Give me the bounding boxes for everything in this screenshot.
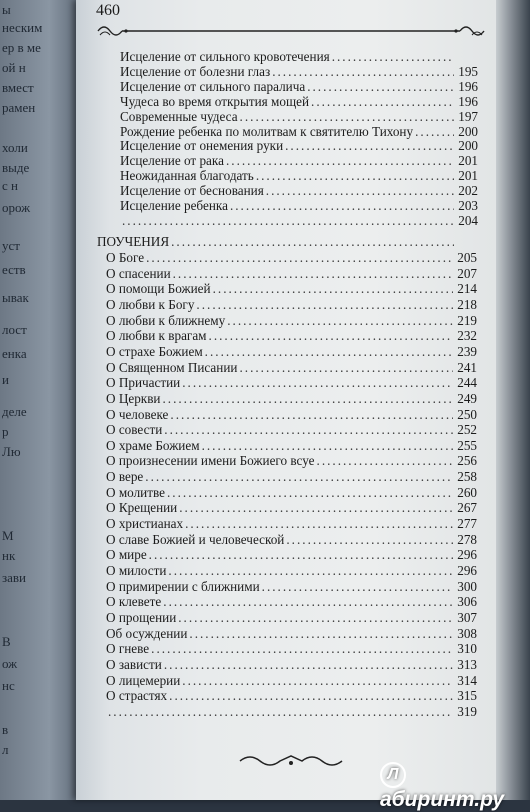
toc-entry <box>106 453 477 470</box>
facing-page-text: зави <box>2 570 27 585</box>
toc-entry <box>106 641 477 658</box>
toc-entry-page: 218 <box>457 296 477 312</box>
toc-entry-page: 203 <box>458 198 478 213</box>
leader-dots <box>230 198 454 214</box>
toc-entry <box>106 344 477 361</box>
toc-entry-page: 308 <box>457 625 477 641</box>
leader-dots <box>415 124 454 140</box>
facing-page-text: еств <box>2 262 26 277</box>
toc-entry <box>106 281 477 298</box>
leader-dots <box>151 641 453 657</box>
facing-page-text: енка <box>2 346 27 361</box>
toc-entry-title: О зависти <box>106 656 162 672</box>
facing-page-text: рамен <box>2 100 36 115</box>
toc-entry-title: О спасении <box>106 265 171 281</box>
toc-entry-page: 204 <box>458 212 478 228</box>
leader-dots <box>239 360 453 376</box>
leader-dots <box>205 344 453 360</box>
toc-entry-page: 201 <box>458 168 478 184</box>
facing-page-text: выде <box>2 160 30 175</box>
facing-page-text: М <box>2 528 14 543</box>
toc-entry-page: 232 <box>457 328 477 344</box>
toc-entry-title: О страхе Божием <box>106 343 203 359</box>
toc-entry <box>106 547 477 564</box>
leader-dots <box>145 469 453 485</box>
toc-entry-title: О Крещении <box>106 500 178 516</box>
leader-dots <box>226 153 454 169</box>
leader-dots <box>178 610 453 626</box>
toc-entry <box>120 213 478 230</box>
leader-dots <box>317 453 453 469</box>
facing-page-text: вмест <box>2 80 34 95</box>
facing-page-text: ер в ме <box>2 40 41 55</box>
toc-entry-page: 319 <box>457 703 477 719</box>
facing-page-text: ой н <box>2 60 26 75</box>
toc-entry <box>106 500 477 517</box>
toc-entry-page: 244 <box>457 375 477 391</box>
facing-page-edge <box>0 0 82 800</box>
toc-entry-page: 258 <box>457 469 477 485</box>
toc-entry-page: 241 <box>457 359 477 375</box>
watermark-text: абиринт.ру <box>380 788 505 811</box>
leader-dots <box>240 109 454 125</box>
footer-ornament <box>236 752 346 770</box>
toc-entry-page: 205 <box>457 250 477 265</box>
toc-entry-page: 314 <box>457 672 477 688</box>
facing-page-text: и <box>2 372 9 387</box>
leader-dots <box>170 407 453 423</box>
leader-dots <box>146 250 453 266</box>
toc-entry-title: О Причастии <box>106 375 181 391</box>
toc-entry-title: О страстях <box>106 688 168 704</box>
toc-entry-page: 201 <box>458 153 478 169</box>
toc-entry-title: О человеке <box>106 406 169 422</box>
leader-dots <box>167 485 453 501</box>
toc-entry-title: О милости <box>106 563 167 578</box>
toc-entry-page: 300 <box>457 578 477 594</box>
leader-dots <box>182 375 453 391</box>
toc-entry <box>106 313 477 330</box>
toc-entry <box>106 438 477 455</box>
toc-entry-page: 197 <box>458 108 478 124</box>
toc-entry-page: 200 <box>458 123 478 139</box>
toc-entry <box>106 266 477 283</box>
facing-page-text: ож <box>2 656 18 671</box>
toc-entry <box>106 610 477 627</box>
toc-entry-title: О христианах <box>106 516 184 532</box>
toc-entry <box>106 563 477 580</box>
facing-page-text: нс <box>2 678 15 693</box>
toc-entry-title: О Боге <box>106 250 145 265</box>
toc-entry <box>106 391 477 408</box>
toc-entry-title: Современные чудеса <box>120 108 238 124</box>
leader-dots <box>272 64 454 80</box>
toc-entry-title: О молитве <box>106 484 165 500</box>
facing-page-text: р <box>2 424 9 439</box>
leader-dots <box>108 704 453 720</box>
toc-entry-title: О Церкви <box>106 390 161 406</box>
toc-entry-page: 255 <box>457 437 477 453</box>
toc-entry-page: 249 <box>457 390 477 406</box>
toc-entry <box>106 532 477 549</box>
leader-dots <box>285 138 454 154</box>
leader-dots <box>168 563 453 579</box>
toc-entry-page: 315 <box>457 688 477 704</box>
toc-entry-page: 196 <box>458 93 478 109</box>
toc-entry-title: О клевете <box>106 594 162 610</box>
leader-dots <box>169 688 453 704</box>
leader-dots <box>164 422 453 438</box>
toc-entry <box>106 688 477 705</box>
toc-entry-title: Исцеление от сильного паралича <box>120 78 306 94</box>
facing-page-text: с н <box>2 178 18 193</box>
watermark-logo: Л <box>380 762 406 788</box>
toc-entry <box>106 422 477 439</box>
leader-dots <box>213 281 453 297</box>
toc-entry-title: О произнесении имени Божиего всуе <box>106 453 315 469</box>
leader-dots <box>122 213 454 229</box>
toc-entry <box>106 250 477 267</box>
toc-entry-title: Исцеление от сильного кровотечения <box>120 49 330 64</box>
toc-entry <box>106 594 477 611</box>
toc-entry-title: О прощении <box>106 609 177 625</box>
leader-dots <box>196 297 453 313</box>
leader-dots <box>162 391 453 407</box>
leader-dots <box>149 547 453 563</box>
toc-entry-page: 310 <box>457 641 477 657</box>
toc-entry-title: Чудеса во время открытия мощей <box>120 93 310 109</box>
toc-entry-page: 256 <box>457 453 477 469</box>
toc-entry-title: О любви к врагам <box>106 328 207 344</box>
toc-entry-title: Об осуждении <box>106 625 188 641</box>
facing-page-text: Лю <box>2 444 21 459</box>
leader-dots <box>286 532 453 548</box>
leader-dots <box>311 94 454 110</box>
leader-dots <box>182 673 453 689</box>
leader-dots <box>227 313 453 329</box>
toc-entry <box>106 579 477 596</box>
toc-entry-page: 306 <box>457 594 477 610</box>
toc-entry-title: О храме Божием <box>106 437 200 453</box>
facing-page-text: холи <box>2 140 28 155</box>
book-cover-edge <box>496 0 530 800</box>
facing-page-text: деле <box>2 404 27 419</box>
toc-entry <box>106 407 477 424</box>
toc-entry <box>106 469 477 486</box>
toc-entry-title: О мире <box>106 547 147 563</box>
toc-entry <box>106 375 477 392</box>
toc-entry-page: 296 <box>457 547 477 563</box>
toc-entry-page: 214 <box>457 281 477 297</box>
toc-entry <box>106 626 477 643</box>
toc-entry-title: О славе Божией и человеческой <box>106 531 285 547</box>
toc-entry-page: 252 <box>457 422 477 438</box>
section-heading <box>97 234 478 251</box>
toc-entry-title: О любви к ближнему <box>106 312 226 328</box>
toc-entry-title: О вере <box>106 469 144 485</box>
toc-entry-page: 250 <box>457 406 477 422</box>
watermark <box>380 762 530 812</box>
toc-entry-title: Неожиданная благодать <box>120 168 254 184</box>
toc-entry <box>106 297 477 314</box>
toc-entry-title: О гневе <box>106 641 150 657</box>
facing-page-text: нк <box>2 548 16 563</box>
toc-entry-page: 267 <box>457 500 477 516</box>
toc-entry <box>106 328 477 345</box>
facing-page-text: в <box>2 722 9 737</box>
toc-entry-title: О совести <box>106 422 163 438</box>
leader-dots <box>266 183 454 199</box>
leader-dots <box>185 516 453 532</box>
toc-entry-page: 313 <box>457 656 477 672</box>
facing-page-text: лост <box>2 322 27 337</box>
header-ornament <box>96 22 486 40</box>
leader-dots <box>256 168 454 184</box>
toc-entry-title: О примирении с ближними <box>106 578 260 594</box>
facing-page-text: В <box>2 634 11 649</box>
toc-entry <box>106 657 477 674</box>
page-number: 460 <box>96 2 120 19</box>
leader-dots <box>164 657 453 673</box>
leader-dots <box>202 438 453 454</box>
toc-entry-title: Исцеление ребенка <box>120 198 228 213</box>
leader-dots <box>332 49 454 65</box>
toc-entry-page: 202 <box>458 183 478 199</box>
toc-entry-page: 278 <box>457 531 477 547</box>
toc-entry-page: 196 <box>458 78 478 94</box>
facing-page-text: орож <box>2 200 31 215</box>
leader-dots <box>209 328 453 344</box>
toc-entry-title: О Священном Писании <box>106 359 238 375</box>
toc-entry-title: ПОУЧЕНИЯ <box>97 234 170 249</box>
leader-dots <box>173 266 453 282</box>
facing-page-text: ы <box>2 2 11 17</box>
toc-entry <box>106 360 477 377</box>
toc-entry-title: Рождение ребенка по молитвам к святителю Тихону <box>120 123 414 139</box>
leader-dots <box>171 234 454 250</box>
toc-entry-page: 239 <box>457 343 477 359</box>
toc-entry-page: 260 <box>457 484 477 500</box>
toc-entry-page: 219 <box>457 312 477 328</box>
facing-page-text: л <box>2 742 9 757</box>
toc-entry-page: 207 <box>457 265 477 281</box>
toc-entry-page: 277 <box>457 516 477 532</box>
leader-dots <box>189 626 453 642</box>
toc-entry-title: Исцеление от рака <box>120 153 224 169</box>
leader-dots <box>179 500 453 516</box>
leader-dots <box>307 79 454 95</box>
facing-page-text: неским <box>2 20 43 35</box>
toc-entry-page: 296 <box>457 563 477 578</box>
facing-page-text: ывак <box>2 290 29 305</box>
toc-entry-title: О лицемерии <box>106 672 181 688</box>
toc-entry <box>106 673 477 690</box>
toc-entry-title: Исцеление от онемения руки <box>120 138 284 154</box>
toc-entry-title: Исцеление от беснования <box>120 183 264 199</box>
toc-entry <box>106 704 477 721</box>
leader-dots <box>262 579 453 595</box>
toc-entry-title: Исцеление от болезни глаз <box>120 63 271 79</box>
facing-page-text: уст <box>2 238 20 253</box>
toc-entry-page: 307 <box>457 609 477 625</box>
toc-entry-page: 195 <box>458 63 478 79</box>
toc-entry-page: 200 <box>458 138 478 154</box>
leader-dots <box>163 594 453 610</box>
toc-entry-title: О любви к Богу <box>106 296 195 312</box>
toc-entry <box>106 485 477 502</box>
toc-entry-title: О помощи Божией <box>106 281 211 297</box>
toc-entry <box>106 516 477 533</box>
